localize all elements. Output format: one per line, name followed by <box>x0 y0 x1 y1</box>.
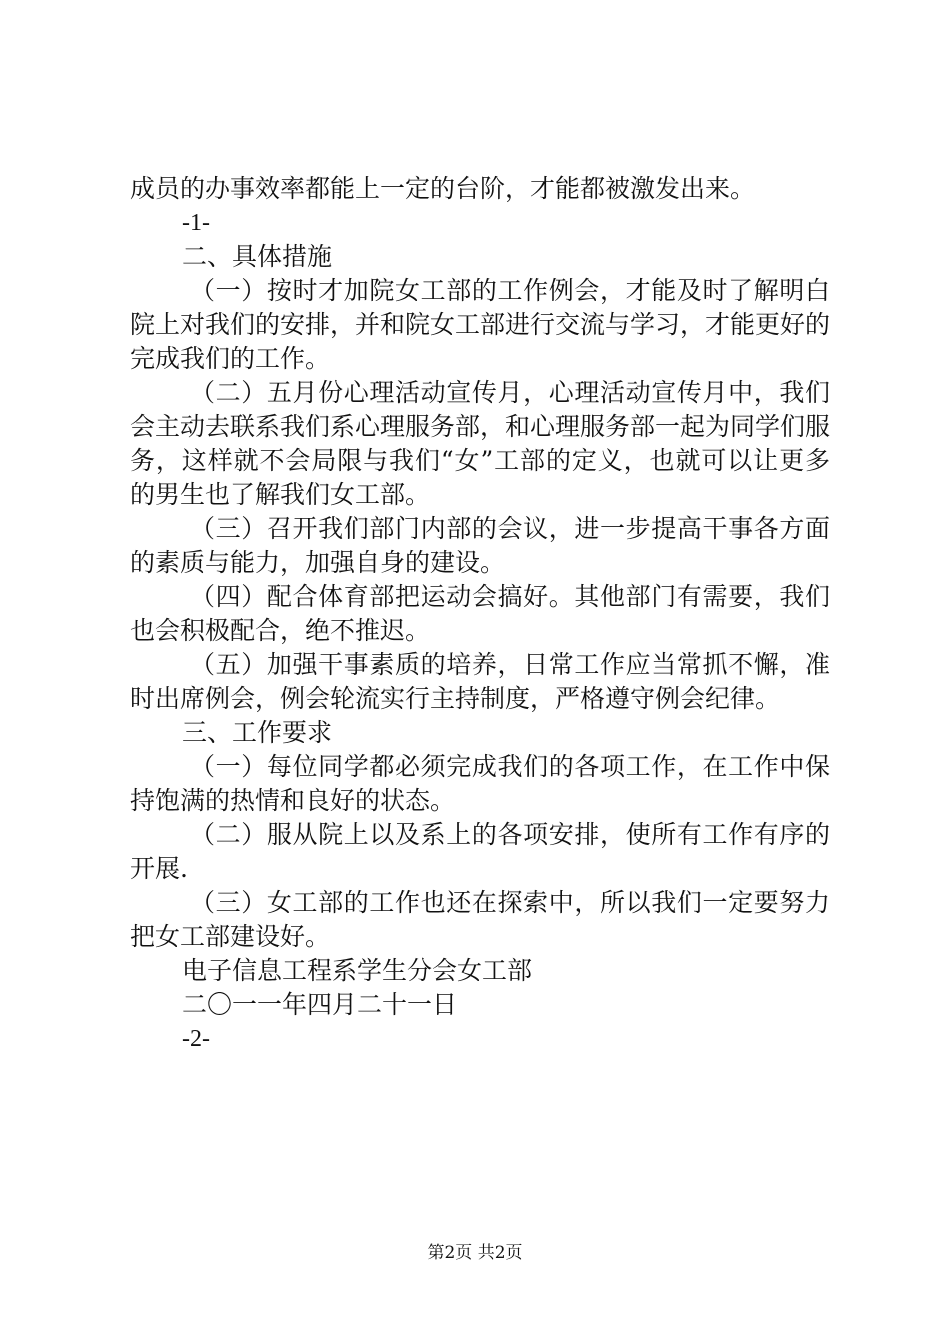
signature-organization: 电子信息工程系学生分会女工部 <box>182 956 533 985</box>
requirement-item-3: （三）女工部的工作也还在探索中，所以我们一定要努力把女工部建设好。 <box>130 888 830 951</box>
measure-item-4: （四）配合体育部把运动会搞好。其他部门有需要，我们也会积极配合，绝不推迟。 <box>130 582 830 645</box>
inline-page-number: -2- <box>182 1026 210 1052</box>
paragraph-continuation: 成员的办事效率都能上一定的台阶，才能都被激发出来。 <box>130 174 756 203</box>
measure-item-5: （五）加强干事素质的培养，日常工作应当常抓不懈，准时出席例会，例会轮流实行主持制度，严格遵守例会纪律。 <box>130 650 830 713</box>
section-heading-measures: 二、具体措施 <box>182 242 333 271</box>
inline-page-number: -1- <box>182 210 210 236</box>
measure-item-2: （二）五月份心理活动宣传月，心理活动宣传月中，我们会主动去联系我们系心理服务部，和心理服务部一起为同学们服务，这样就不会局限与我们“女”工部的定义，也就可以让更多的男生也了解我们女工部。 <box>130 378 831 509</box>
requirement-item-1: （一）每位同学都必须完成我们的各项工作，在工作中保持饱满的热情和良好的状态。 <box>130 752 830 815</box>
measure-item-3: （三）召开我们部门内部的会议，进一步提高干事各方面的素质与能力，加强自身的建设。 <box>130 514 830 577</box>
requirement-item-2: （二）服从院上以及系上的各项安排，使所有工作有序的开展. <box>130 820 830 883</box>
measure-item-1: （一）按时才加院女工部的工作例会，才能及时了解明白院上对我们的安排，并和院女工部进行交流与学习，才能更好的完成我们的工作。 <box>130 276 831 373</box>
page-footer: 第2页 共2页 <box>427 1243 523 1263</box>
document-body <box>130 172 830 1056</box>
section-heading-requirements: 三、工作要求 <box>182 718 333 747</box>
signature-date: 二〇一一年四月二十一日 <box>182 990 458 1019</box>
